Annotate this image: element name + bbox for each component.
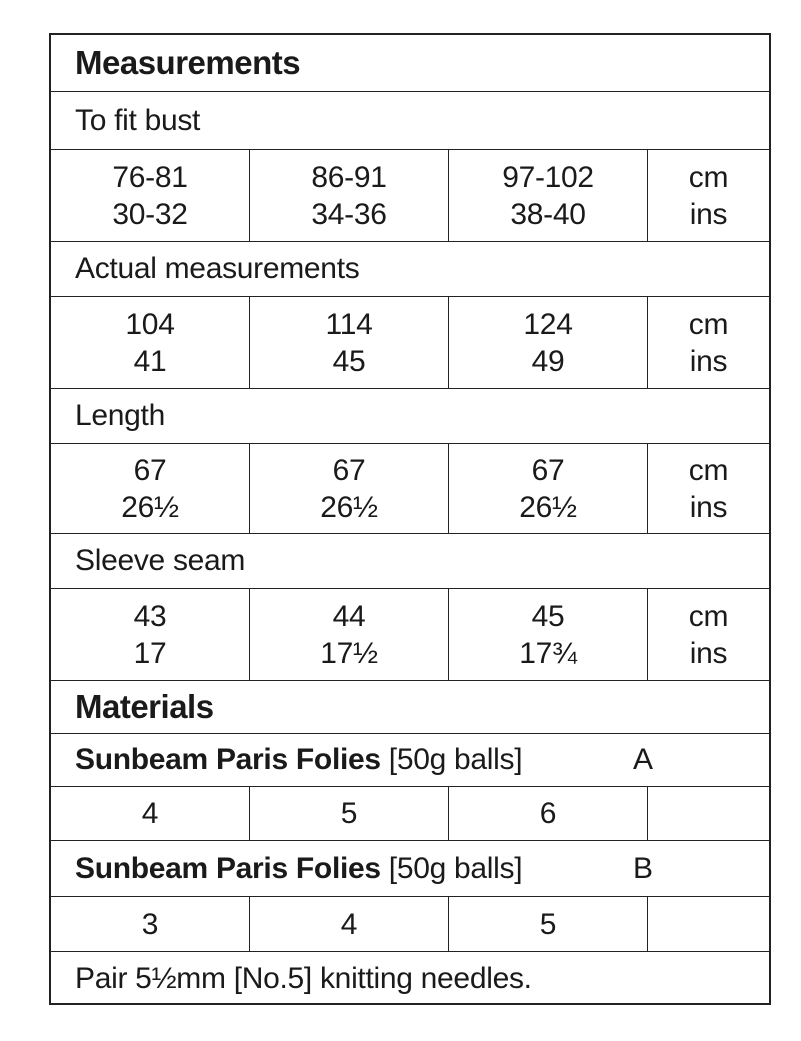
actual-size-1 bbox=[51, 297, 250, 388]
yarn-b-qty-3-value: 5 bbox=[539, 907, 557, 941]
yarn-a-qty-1 bbox=[51, 787, 250, 840]
yarn-a-qty-1-value: 4 bbox=[141, 797, 159, 830]
yarn-b-row bbox=[51, 841, 769, 897]
yarn-b-qty-1-value: 3 bbox=[141, 907, 159, 941]
actual-units bbox=[648, 297, 769, 388]
yarn-b-brand: Sunbeam Paris Folies bbox=[75, 851, 381, 885]
yarn-a-qty-2 bbox=[250, 787, 449, 840]
sleeve-ins-3: 17¾ bbox=[519, 636, 577, 670]
actual-cm-2: 114 bbox=[325, 307, 373, 341]
length-ins-2: 26½ bbox=[320, 490, 378, 524]
sleeve-label: Sleeve seam bbox=[75, 544, 246, 577]
yarn-b-qty-3 bbox=[449, 897, 648, 951]
pattern-measurements-table bbox=[49, 33, 771, 1005]
unit-cm: cm bbox=[688, 599, 729, 633]
yarn-b-letter: B bbox=[633, 851, 653, 885]
bust-size-1 bbox=[51, 150, 250, 241]
yarn-b-balls: [50g balls] bbox=[388, 851, 523, 885]
yarn-a-brand: Sunbeam Paris Folies bbox=[75, 743, 381, 776]
sleeve-size-2 bbox=[250, 589, 449, 680]
length-label: Length bbox=[75, 399, 165, 432]
yarn-b-quantities-row bbox=[51, 897, 769, 952]
bust-values-row bbox=[51, 150, 769, 242]
sleeve-cm-3: 45 bbox=[531, 599, 565, 633]
sleeve-size-3 bbox=[449, 589, 648, 680]
actual-label-row bbox=[51, 242, 769, 297]
bust-ins-1: 30-32 bbox=[112, 197, 188, 231]
yarn-a-balls: [50g balls] bbox=[388, 743, 523, 776]
length-cm-2: 67 bbox=[332, 453, 366, 487]
length-label-row bbox=[51, 389, 769, 444]
materials-title: Materials bbox=[75, 688, 214, 725]
sleeve-size-1 bbox=[51, 589, 250, 680]
unit-ins: ins bbox=[689, 344, 728, 378]
length-cm-1: 67 bbox=[133, 453, 167, 487]
length-units bbox=[648, 444, 769, 533]
length-cm-3: 67 bbox=[531, 453, 565, 487]
needles-row bbox=[51, 952, 769, 1005]
unit-ins: ins bbox=[689, 197, 728, 231]
unit-cm: cm bbox=[688, 453, 729, 487]
actual-ins-2: 45 bbox=[332, 344, 366, 378]
bust-cm-2: 86-91 bbox=[311, 160, 387, 194]
yarn-b-qty-1 bbox=[51, 897, 250, 951]
actual-size-2 bbox=[250, 297, 449, 388]
bust-label: To fit bust bbox=[75, 103, 201, 137]
yarn-b-qty-2-value: 4 bbox=[340, 907, 358, 941]
yarn-a-qty-3-value: 6 bbox=[539, 797, 557, 830]
bust-ins-2: 34-36 bbox=[311, 197, 387, 231]
bust-ins-3: 38-40 bbox=[510, 197, 586, 231]
actual-cm-3: 124 bbox=[523, 307, 573, 341]
length-size-2 bbox=[250, 444, 449, 533]
yarn-b-qty-empty bbox=[648, 897, 769, 951]
sleeve-label-row bbox=[51, 534, 769, 589]
length-ins-3: 26½ bbox=[519, 490, 577, 524]
measurements-heading bbox=[51, 35, 769, 92]
measurements-title: Measurements bbox=[75, 44, 301, 81]
bust-size-3 bbox=[449, 150, 648, 241]
unit-cm: cm bbox=[688, 160, 729, 194]
bust-units bbox=[648, 150, 769, 241]
yarn-a-qty-2-value: 5 bbox=[340, 797, 358, 830]
unit-cm: cm bbox=[688, 307, 729, 341]
actual-ins-1: 41 bbox=[133, 344, 167, 378]
actual-cm-1: 104 bbox=[125, 307, 175, 341]
actual-values-row bbox=[51, 297, 769, 389]
yarn-a-row bbox=[51, 734, 769, 787]
yarn-a-letter: A bbox=[633, 743, 653, 776]
length-size-1 bbox=[51, 444, 250, 533]
actual-ins-3: 49 bbox=[531, 344, 565, 378]
unit-ins: ins bbox=[689, 636, 728, 670]
length-values-row bbox=[51, 444, 769, 534]
yarn-b-qty-2 bbox=[250, 897, 449, 951]
actual-label: Actual measurements bbox=[75, 252, 360, 285]
yarn-a-qty-3 bbox=[449, 787, 648, 840]
actual-size-3 bbox=[449, 297, 648, 388]
bust-size-2 bbox=[250, 150, 449, 241]
yarn-a-qty-empty bbox=[648, 787, 769, 840]
length-ins-1: 26½ bbox=[121, 490, 179, 524]
length-size-3 bbox=[449, 444, 648, 533]
bust-label-row bbox=[51, 92, 769, 150]
bust-cm-3: 97-102 bbox=[502, 160, 594, 194]
materials-heading bbox=[51, 681, 769, 734]
needles-text: Pair 5½mm [No.5] knitting needles. bbox=[75, 961, 532, 995]
sleeve-ins-2: 17½ bbox=[320, 636, 378, 670]
bust-cm-1: 76-81 bbox=[112, 160, 188, 194]
sleeve-cm-2: 44 bbox=[332, 599, 366, 633]
sleeve-cm-1: 43 bbox=[133, 599, 167, 633]
unit-ins: ins bbox=[689, 490, 728, 524]
sleeve-values-row bbox=[51, 589, 769, 681]
sleeve-units bbox=[648, 589, 769, 680]
sleeve-ins-1: 17 bbox=[133, 636, 167, 670]
yarn-a-quantities-row bbox=[51, 787, 769, 841]
